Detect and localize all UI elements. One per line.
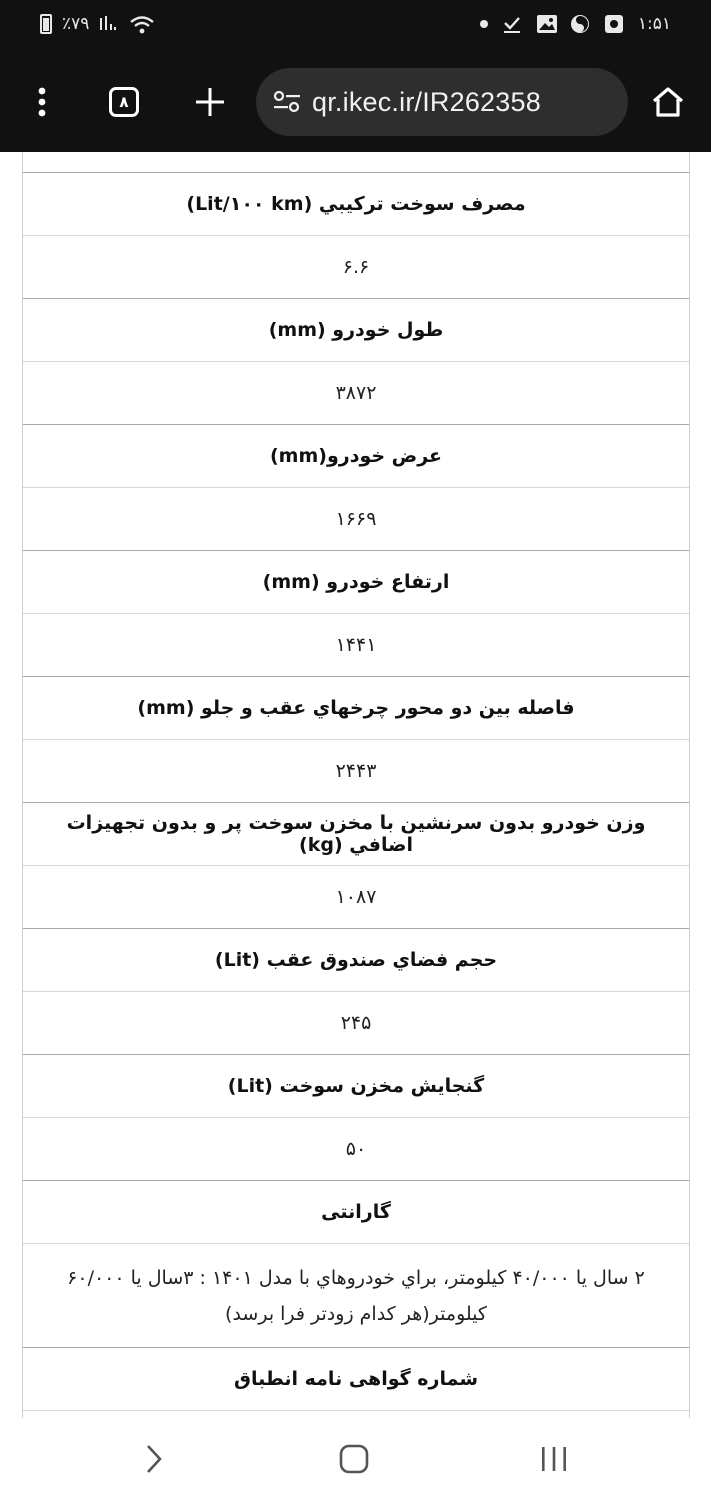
browser-toolbar: [0, 52, 711, 152]
system-nav-bar: [0, 1418, 711, 1500]
spec-value: ۳۸۷۲: [23, 361, 689, 424]
spec-label: وزن خودرو بدون سرنشين با مخزن سوخت پر و بدون تجهيزات اضافي (kg): [23, 802, 689, 865]
spec-value: ۲ سال يا ۴۰/۰۰۰ کيلومتر، براي خودروهاي با مدل ۱۴۰۱ : ۳سال يا ۶۰/۰۰۰ کيلومتر(هر کدام زودتر فرا برسد): [23, 1243, 689, 1347]
spec-label: ارتفاع خودرو (mm): [23, 550, 689, 613]
plus-icon: [195, 87, 225, 117]
chevron-right-icon: [144, 1443, 164, 1475]
home-button[interactable]: [640, 74, 696, 130]
spec-value: ۲۴۴۳: [23, 739, 689, 802]
url-text[interactable]: qr.ikec.ir/IR262358: [312, 86, 541, 117]
site-settings-icon[interactable]: [270, 85, 304, 119]
menu-button[interactable]: [14, 74, 70, 130]
status-bar: [0, 0, 711, 52]
tab-count: ۸: [109, 87, 139, 117]
spec-table: [22, 152, 690, 1418]
spec-value: ۶.۶: [23, 235, 689, 298]
spec-value: ۱۶۶۹: [23, 487, 689, 550]
page-content: [0, 152, 711, 1418]
spec-value: ۲۴۵: [23, 991, 689, 1054]
address-bar[interactable]: [256, 68, 628, 136]
spec-value: ۵۰: [23, 1117, 689, 1180]
recents-button[interactable]: [524, 1436, 584, 1482]
rounded-square-icon: [339, 1444, 369, 1474]
gallery-icon: [536, 14, 556, 34]
three-bars-icon: [539, 1445, 569, 1473]
spec-label: مصرف سوخت ترکيبي (Lit/۱۰۰ km): [23, 172, 689, 235]
spec-label: فاصله بين دو محور چرخهاي عقب و جلو (mm): [23, 676, 689, 739]
tab-switcher-button[interactable]: [96, 74, 152, 130]
download-done-icon: [502, 14, 522, 34]
screen-record-icon: [604, 14, 624, 34]
spec-label: گارانتی: [23, 1180, 689, 1243]
app-icon: [570, 14, 590, 34]
spec-label: عرض خودرو(mm): [23, 424, 689, 487]
battery-percent: ٪۷۹: [62, 14, 90, 34]
home-nav-button[interactable]: [324, 1436, 384, 1482]
spec-value: ۱۴۴۱: [23, 613, 689, 676]
spec-label: طول خودرو (mm): [23, 298, 689, 361]
signal-icon: [99, 14, 119, 34]
new-tab-button[interactable]: [182, 74, 238, 130]
notification-dot-icon: [480, 20, 488, 28]
clock: ۱:۵۱: [637, 14, 671, 34]
home-icon: [651, 86, 685, 118]
vertical-dots-icon: [37, 87, 47, 117]
spec-value: [23, 1410, 689, 1418]
spec-label: گنجايش مخزن سوخت (Lit): [23, 1054, 689, 1117]
wifi-icon: [129, 14, 149, 34]
spec-label: شماره گواهی نامه انطباق: [23, 1347, 689, 1410]
spec-label: حجم فضاي صندوق عقب (Lit): [23, 928, 689, 991]
back-button[interactable]: [124, 1436, 184, 1482]
battery-icon: [40, 14, 52, 34]
table-top-strip: [23, 152, 689, 172]
spec-value: ۱۰۸۷: [23, 865, 689, 928]
